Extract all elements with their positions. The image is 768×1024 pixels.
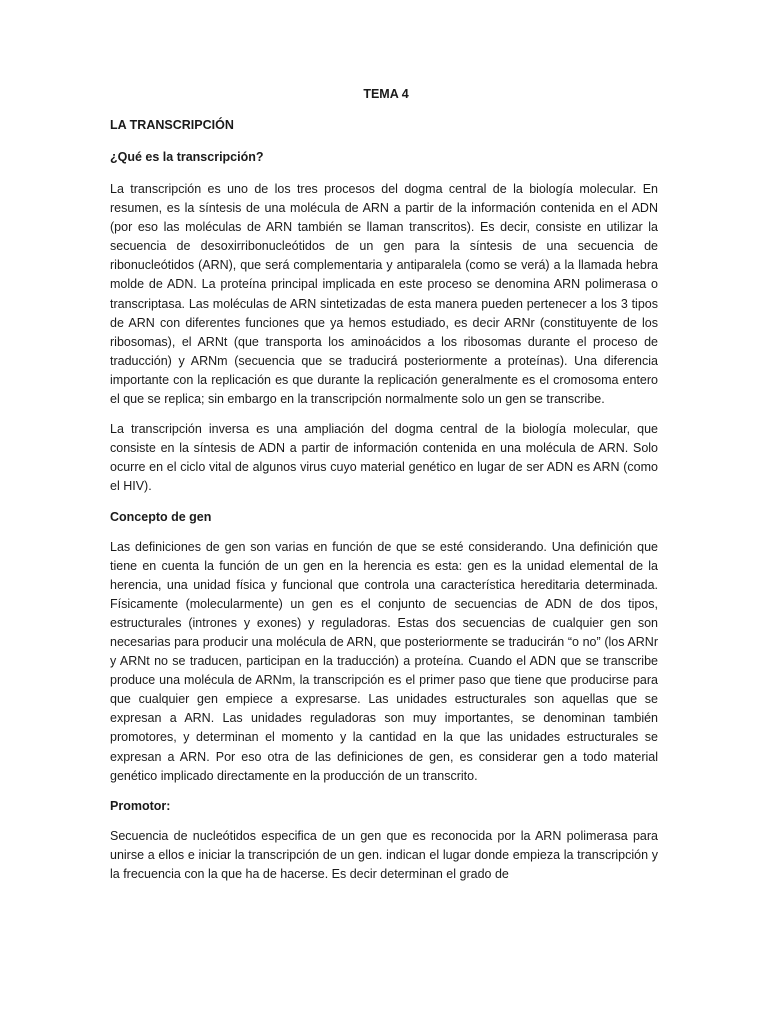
paragraph-gene-definitions: Las definiciones de gen son varias en función de que se esté considerando. Una definición que tiene en cuenta la función de un gen en la herencia es esta: gen es la unidad elemental de la herencia, una unidad física y funcional que controla una característica hereditaria determinada. Físicamente (molecularmente) un gen es el conjunto de secuencias de ADN de dos tipos, estructurales (intrones y exones) y reguladoras. Estas dos secuencias de cualquier gen son necesarias para producir una molécula de ARN, que posteriormente se traducirán “o no” (los ARNr y ARNt no se traducen, participan en la traducción) a proteína. Cuando el ADN que se transcribe produce una molécula de ARNm, la transcripción es el primer paso que tiene que producirse para que cualquier gen empiece a expresarse. Las unidades estructurales son aquellas que se expresan a ARN. Las unidades reguladoras son muy importantes, se denominan también promotores, y determinan el momento y la cantidad en la que las unidades estructurales se expresan a ARN. Por eso otra de las definiciones de gen, es considerar gen a todo material genético implicado directamente en la producción de un transcrito. xyxy=(110,539,658,783)
heading-promoter: Promotor: xyxy=(110,798,171,813)
document-title: TEMA 4 xyxy=(363,87,409,101)
document-page xyxy=(110,85,658,895)
paragraph-promoter: Secuencia de nucleótidos especifica de un gen que es reconocida por la ARN polimerasa para unirse a ellos e iniciar la transcripción de un gen. indican el lugar donde empieza la transcripción y la frecuencia con la que ha de hacerse. Es decir determinan el grado de xyxy=(110,828,658,881)
question-heading: ¿Qué es la transcripción? xyxy=(110,150,264,164)
paragraph-reverse-transcription: La transcripción inversa es una ampliación del dogma central de la biología molecular, que consiste en la síntesis de ADN a partir de información contenida en una molécula de ARN. Solo ocurre en el ciclo vital de algunos virus cuyo material genético en lugar de ser ADN es ARN (como el HIV). xyxy=(110,422,658,494)
section-title: LA TRANSCRIPCIÓN xyxy=(110,118,234,132)
heading-gene-concept: Concepto de gen xyxy=(110,509,212,524)
paragraph-transcription-definition: La transcripción es uno de los tres procesos del dogma central de la biología molecular. En resumen, es la síntesis de una molécula de ARN a partir de la información contenida en el ADN (por eso las moléculas de ARN también se llaman transcritos). Es decir, consiste en utilizar la secuencia de desoxirribonucleótidos de un gen para la síntesis de una secuencia de ribonucleótidos (ARN), que será complementaria y antiparalela (como se verá) a la llamada hebra molde de ADN. La proteína principal implicada en este proceso se denomina ARN polimerasa o transcriptasa. Las moléculas de ARN sintetizadas de esta manera pueden pertenecer a los 3 tipos de ARN con diferentes funciones que ya hemos estudiado, es decir ARNr (constituyente de los ribosomas), el ARNt (que transporta los aminoácidos a los ribosomas durante el proceso de traducción) y ARNm (secuencia que se traducirá posteriormente a proteínas). Una diferencia importante con la replicación es que durante la replicación generalmente es el cromosoma entero el que se replica; sin embargo en la transcripción normalmente solo un gen se transcribe. xyxy=(110,182,658,407)
